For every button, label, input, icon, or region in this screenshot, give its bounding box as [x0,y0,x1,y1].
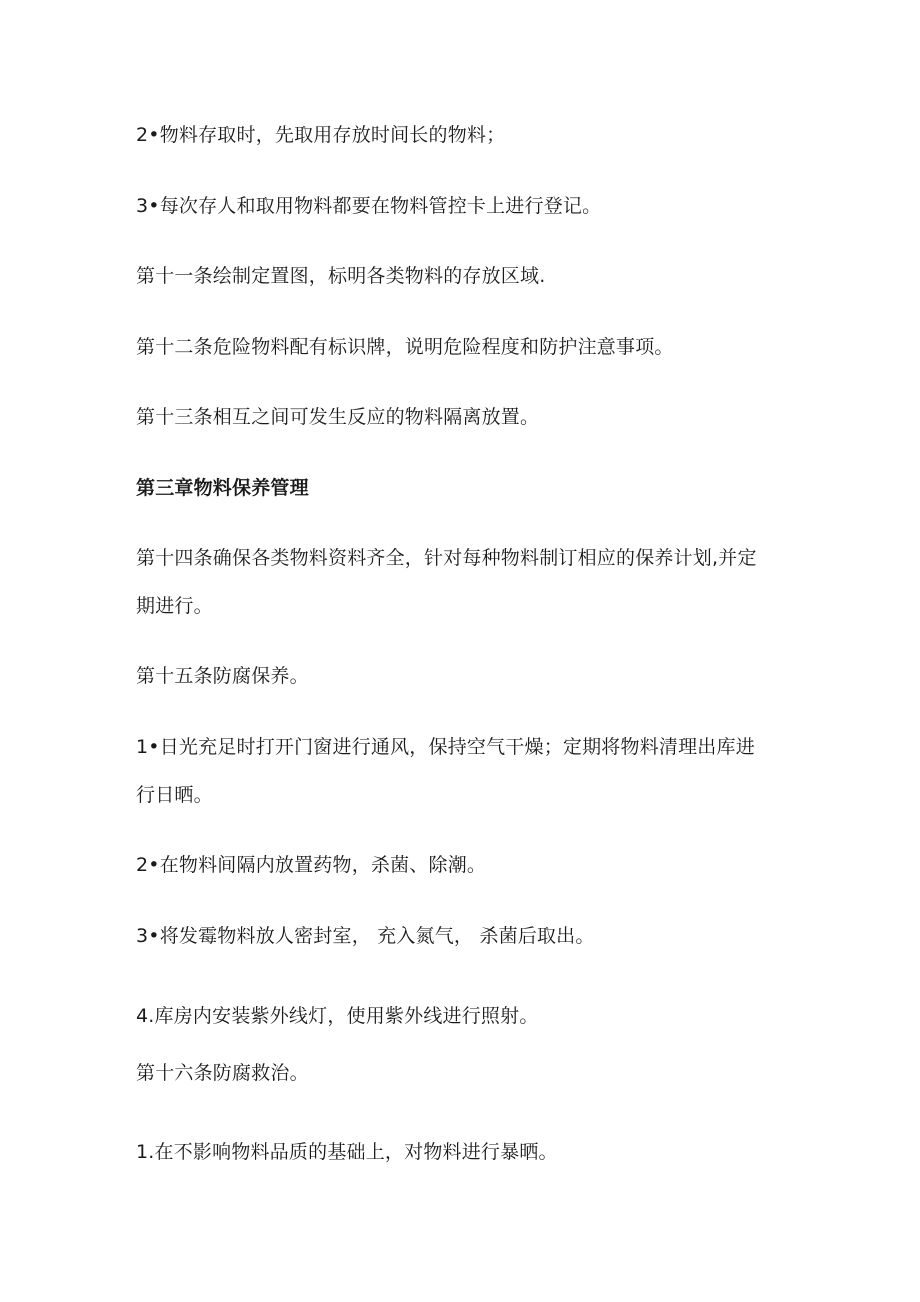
text-line-item-4: 4.库房内安装紫外线灯，使用紫外线进行照射。 [136,1005,539,1027]
text-line-article-14-cont: 期进行。 [136,595,213,617]
text-line-item-3: 3•每次存人和取用物料都要在物料管控卡上进行登记。 [136,195,602,217]
text-line-article-13: 第十三条相互之间可发生反应的物料隔离放置。 [136,406,540,428]
text-line-item-2: 2•物料存取时，先取用存放时间长的物料； [136,124,506,146]
text-line-item-1: 1•日光充足时打开门窗进行通风，保持空气干燥；定期将物料清理出库进 [136,736,755,758]
text-line-item-3b: 3•将发霉物料放人密封室， 充入氮气， 杀菌后取出。 [136,925,595,947]
text-line-article-14: 第十四条确保各类物料资料齐全，针对每种物料制订相应的保养计划,并定 [136,547,757,569]
text-line-article-16: 第十六条防腐救治。 [136,1062,309,1084]
text-line-article-11: 第十一条绘制定置图，标明各类物料的存放区域. [136,265,546,287]
text-line-item-2b: 2•在物料间隔内放置药物，杀菌、除潮。 [136,854,487,876]
chapter-heading: 第三章物料保养管理 [136,477,309,499]
text-line-article-12: 第十二条危险物料配有标识牌，说明危险程度和防护注意事项。 [136,336,674,358]
text-line-item-1-cont: 行日晒。 [136,784,213,806]
text-line-item-1b: 1.在不影响物料品质的基础上，对物料进行暴晒。 [136,1141,558,1163]
text-line-article-15: 第十五条防腐保养。 [136,665,309,687]
